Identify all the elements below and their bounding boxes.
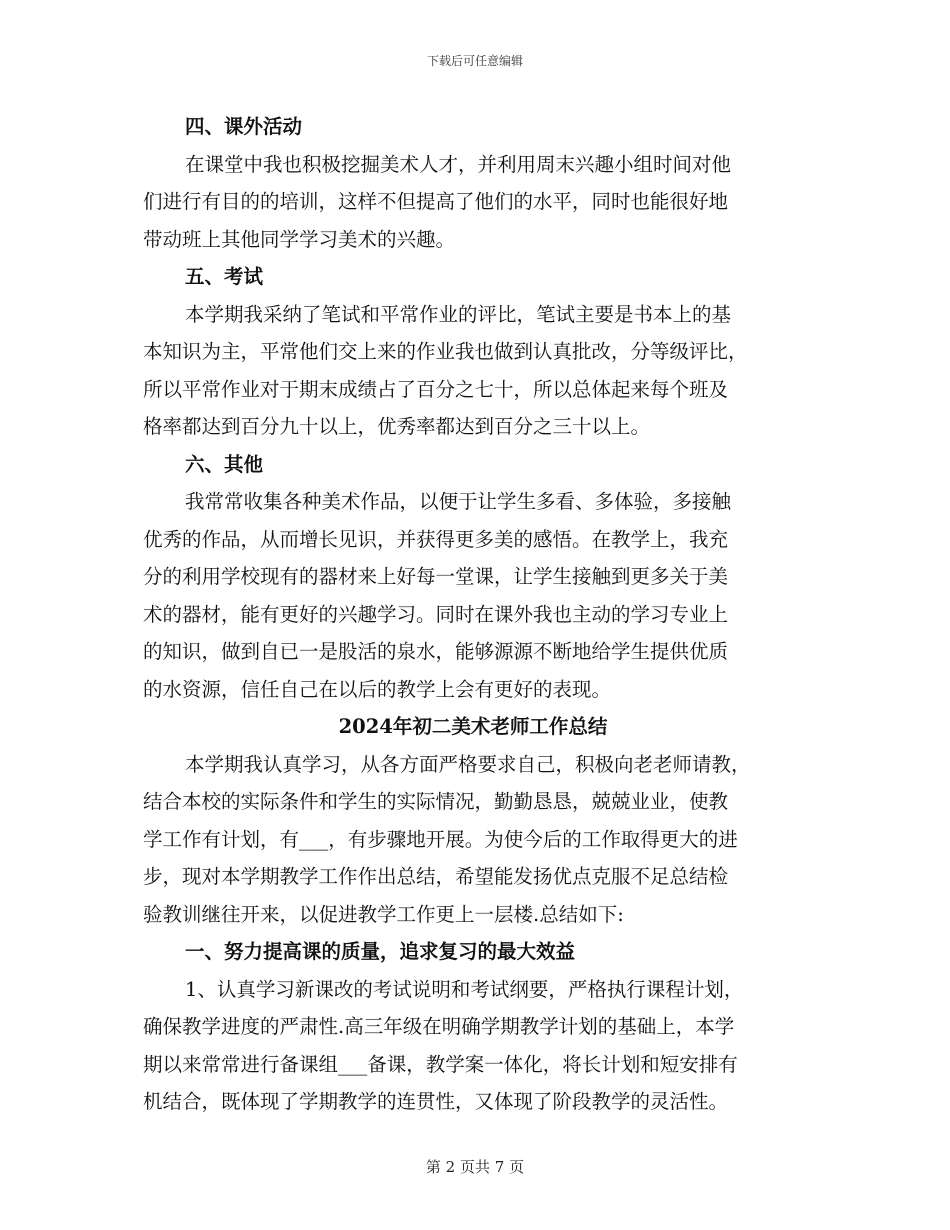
text-line: 一、努力提高课的质量，追求复习的最大效益 <box>185 940 576 963</box>
text-line: 学工作有计划，有___，有步骤地开展。为使今后的工作取得更大的进 <box>143 827 738 851</box>
document-title: 2024年初二美术老师工作总结 <box>338 715 608 738</box>
text-line: 术的器材，能有更好的兴趣学习。同时在课外我也主动的学习专业上 <box>143 602 729 626</box>
document-body <box>143 108 803 1121</box>
page-footer: 第 2 页共 7 页 <box>425 1158 525 1176</box>
text-line: 六、其他 <box>185 452 264 476</box>
text-line: 确保教学进度的严肃性.高三年级在明确学期教学计划的基础上，本学 <box>143 1015 735 1038</box>
text-line: 结合本校的实际条件和学生的实际情况，勤勤恳恳，兢兢业业，使教 <box>143 790 729 813</box>
text-line: 分的利用学校现有的器材来上好每一堂课，让学生接触到更多关于美 <box>143 565 729 588</box>
text-line: 四、课外活动 <box>185 115 303 138</box>
text-line: 五、考试 <box>185 265 264 288</box>
text-line: 所以平常作业对于期末成绩占了百分之七十，所以总体起来每个班及 <box>143 377 729 401</box>
text-line: 1、认真学习新课改的考试说明和考试纲要，严格执行课程计划， <box>185 977 744 1001</box>
text-line: 机结合，既体现了学期教学的连贯性，又体现了阶段教学的灵活性。 <box>143 1090 729 1113</box>
text-line: 本知识为主，平常他们交上来的作业我也做到认真批改，分等级评比， <box>143 340 748 363</box>
text-line: 们进行有目的的培训，这样不但提高了他们的水平，同时也能很好地 <box>143 190 729 213</box>
text-line: 优秀的作品，从而增长见识，并获得更多美的感悟。在教学上，我充 <box>143 527 729 551</box>
text-line: 验教训继往开来，以促进教学工作更上一层楼.总结如下: <box>143 902 624 926</box>
text-line: 我常常收集各种美术作品，以便于让学生多看、多体验，多接触 <box>185 490 732 513</box>
text-line: 步，现对本学期教学工作作出总结，希望能发扬优点克服不足总结检 <box>143 865 729 888</box>
text-line: 的知识，做到自已一是股活的泉水，能够源源不断地给学生提供优质 <box>143 640 729 663</box>
text-line: 的水资源，信任自己在以后的教学上会有更好的表现。 <box>143 677 612 701</box>
text-line: 期以来常常进行备课组___备课，教学案一体化，将长计划和短安排有 <box>143 1052 738 1076</box>
text-line: 带动班上其他同学学习美术的兴趣。 <box>143 227 456 251</box>
text-line: 本学期我认真学习，从各方面严格要求自己，积极向老老师请教， <box>185 752 751 776</box>
text-line: 本学期我采纳了笔试和平常作业的评比，笔试主要是书本上的基 <box>185 302 732 326</box>
page-header: 下载后可任意编辑 <box>426 54 523 68</box>
text-line: 格率都达到百分九十以上，优秀率都达到百分之三十以上。 <box>143 415 651 438</box>
text-line: 在课堂中我也积极挖掘美术人才，并利用周末兴趣小组时间对他 <box>185 152 732 176</box>
